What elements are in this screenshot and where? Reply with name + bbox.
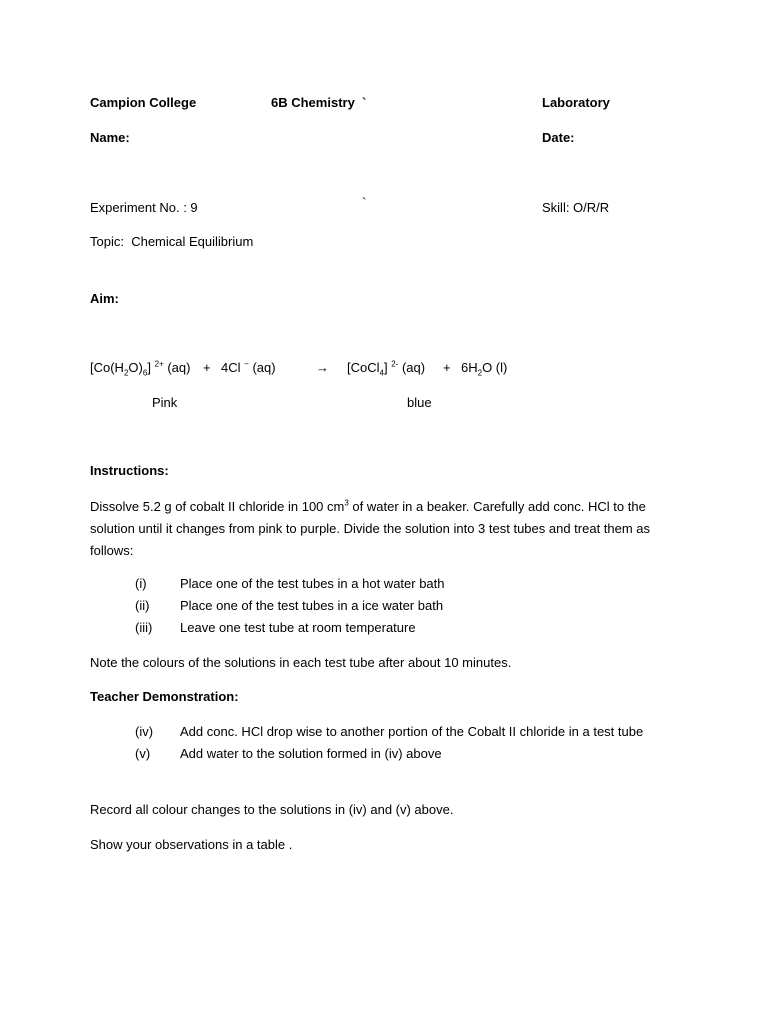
instructions-list [90, 573, 690, 639]
instructions-note: Note the colours of the solutions in each test tube after about 10 minutes. [90, 655, 512, 670]
product-chloro-complex: [CoCl$_4$] $^{2-}$ (aq) [347, 359, 426, 378]
list-item: (ii) Place one of the test tubes in a ice water bath [135, 598, 444, 613]
lab-label: Laboratory [542, 95, 610, 110]
list-item: (iii) Leave one test tube at room temperature [135, 620, 416, 635]
arrow-icon: → [316, 360, 329, 375]
name-label: Name: [90, 130, 130, 145]
product-water: $6H_2O$ (l) [461, 360, 508, 378]
topic-value: Chemical Equilibrium [131, 234, 254, 249]
color-blue-label: blue [407, 395, 432, 410]
list-item: (v) Add water to the solution formed in (iv) above [135, 746, 442, 761]
plus-sign-1: + [203, 360, 211, 375]
record-instruction: Record all colour changes to the solutions in (iv) and (v) above. [90, 802, 454, 817]
instructions-paragraph: Dissolve 5.2 g of cobalt II chloride in 100 $cm^3$ of water in a beaker. Carefully add conc. HCl to the solution until it changes from pink to purple. Divide the solution into 3 test tubes and treat them as follows: [90, 498, 651, 558]
reactant-chloride: 4Cl − (aq) [221, 359, 276, 375]
instructions-heading: Instructions: [90, 463, 169, 478]
date-label: Date: [542, 130, 575, 145]
plus-sign-2: + [443, 360, 451, 375]
color-pink-label: Pink [152, 395, 178, 410]
demonstration-list [90, 721, 690, 765]
course-title [271, 92, 366, 114]
reactant-cobalt-complex: $[Co(H_2O)_6]$ $^{2+}$ (aq) [90, 359, 191, 378]
school-name: Campion College [90, 95, 197, 110]
list-item: (iv) Add conc. HCl drop wise to another portion of the Cobalt II chloride in a test tube [135, 724, 644, 739]
aim-label: Aim: [90, 291, 119, 306]
skill-label: Skill: O/R/R [542, 200, 610, 215]
course-mark: ` [362, 95, 367, 110]
topic-label: Topic: [90, 234, 124, 249]
stray-mark: ` [362, 195, 367, 210]
experiment-number: Experiment No. : 9 [90, 200, 198, 215]
demonstration-heading: Teacher Demonstration: [90, 689, 239, 704]
list-item: (i) Place one of the test tubes in a hot water bath [135, 576, 445, 591]
topic-line [90, 231, 253, 253]
course-name: 6B Chemistry [271, 95, 355, 110]
show-instruction: Show your observations in a table . [90, 837, 293, 852]
